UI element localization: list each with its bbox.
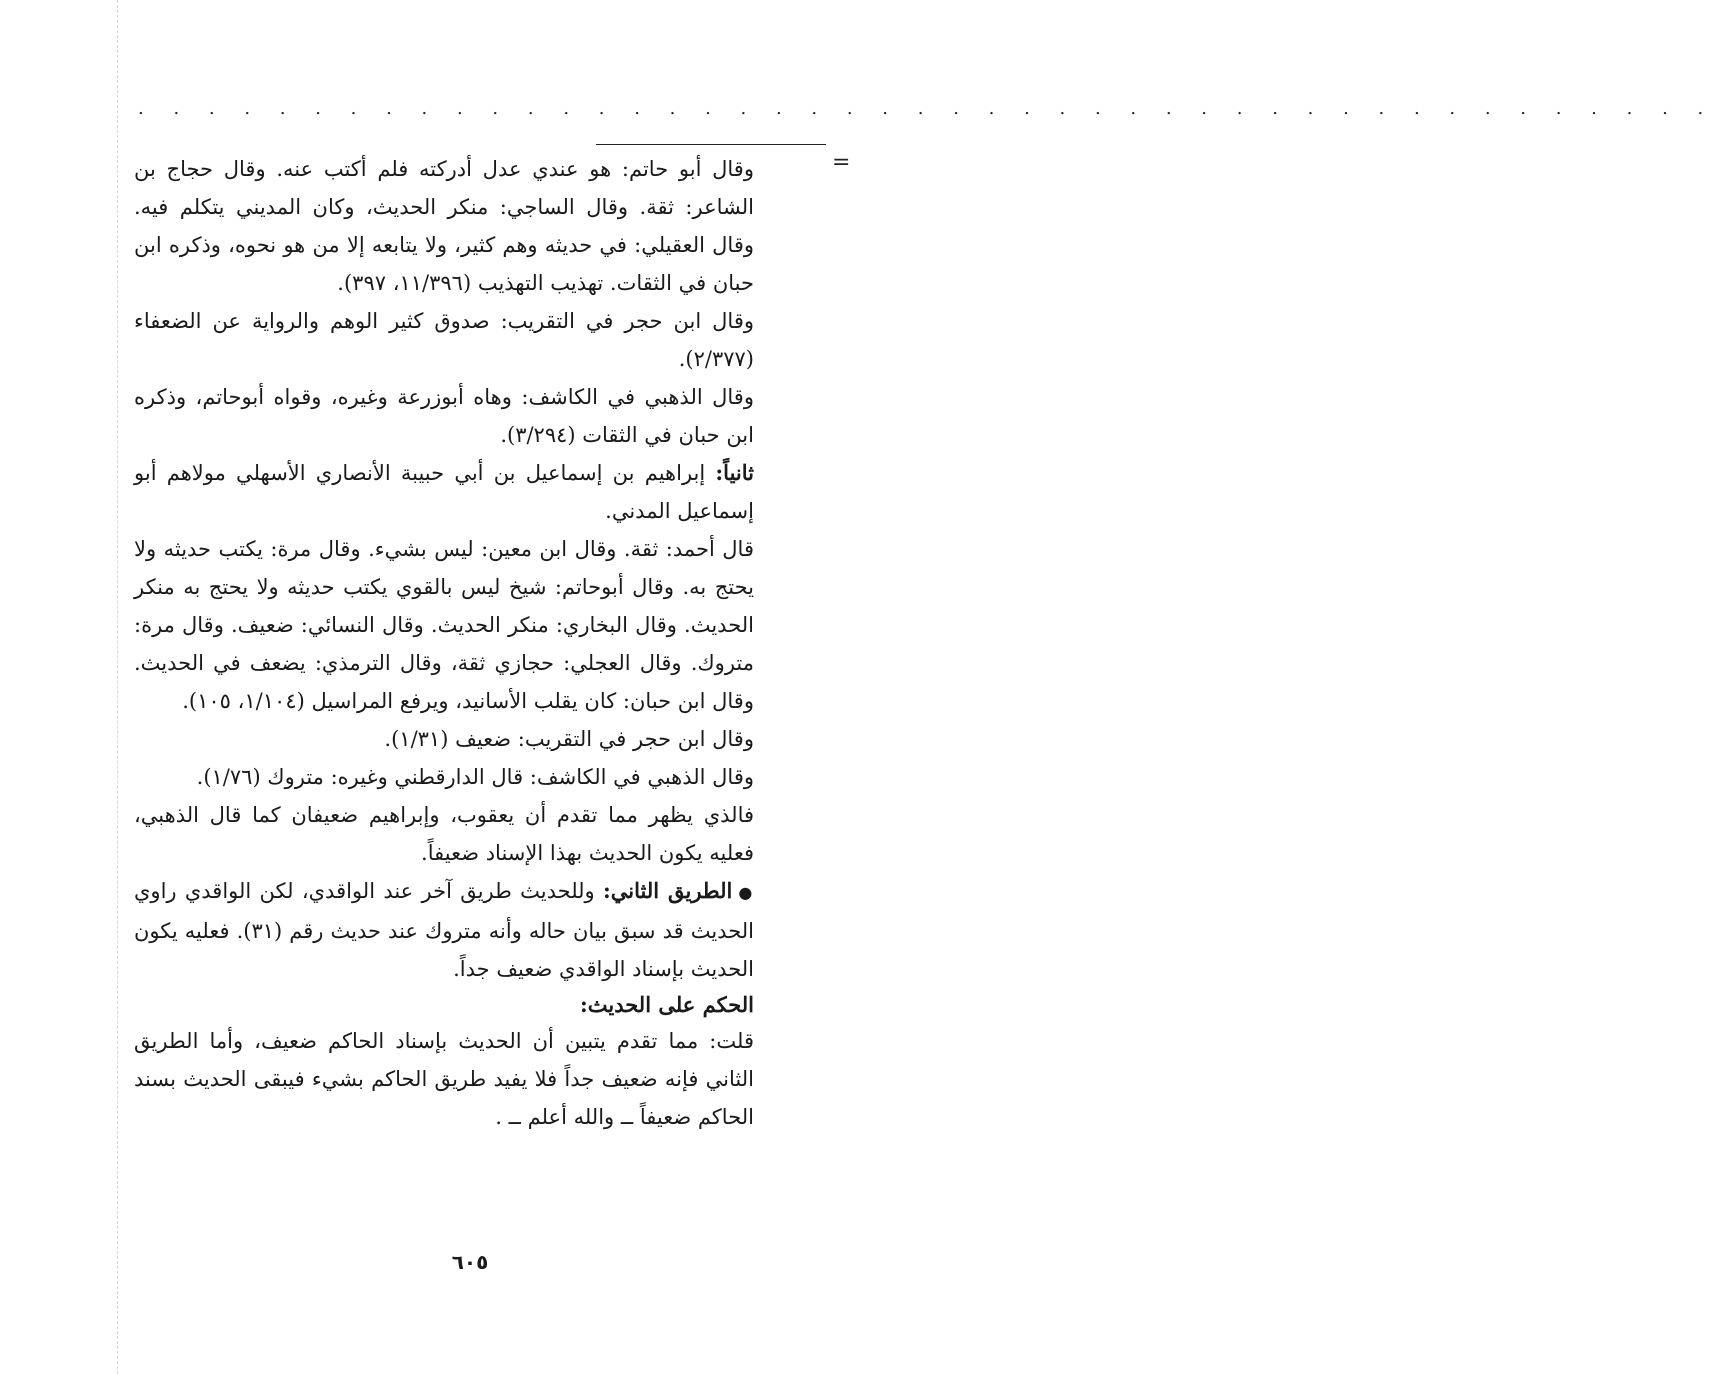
- paragraph-ahmad-statements: [134, 530, 754, 720]
- dotted-separator: . . . . . . . . . . . . . . . . . . . . . . . . . . . . . . . . . . . . . . . . . . . . .: [138, 98, 1715, 119]
- paragraph-summary: [134, 796, 754, 872]
- paragraph-text: وقال الذهبي في الكاشف: قال الدارقطني وغيره: متروك (١/٧٦).: [196, 765, 754, 789]
- paragraph-second-narrator: [134, 454, 754, 530]
- paragraph-text: قلت: مما تقدم يتبين أن الحديث بإسناد الحاكم ضعيف، وأما الطريق الثاني فإنه ضعيف جداً فلا يفيد طريق الحاكم بشيء فيبقى الحديث بسند الحاكم ضعيفاً ــ والله أعلم ــ .: [134, 1029, 754, 1129]
- paragraph-text: وقال الذهبي في الكاشف: وهاه أبوزرعة وغيره، وقواه أبوحاتم، وذكره ابن حبان في الثقات (٣/٢٩٤).: [134, 385, 754, 447]
- paragraph-ibn-hajar-taqrib: [134, 302, 754, 378]
- paragraph-dhahabi-matruk: [134, 758, 754, 796]
- bullet-icon: ●: [738, 883, 754, 902]
- paragraph-text: إبراهيم بن إسماعيل بن أبي حبيبة الأنصاري الأسهلي مولاهم أبو إسماعيل المدني.: [134, 461, 754, 523]
- page-gutter-line: [117, 0, 118, 1374]
- paragraph-lead: الطريق الثاني:: [602, 878, 733, 903]
- paragraph-lead: ثانياً:: [715, 460, 754, 485]
- paragraph-text: وقال ابن حجر في التقريب: ضعيف (١/٣١).: [384, 727, 754, 751]
- paragraph-text: وقال أبو حاتم: هو عندي عدل أدركته فلم أكتب عنه. وقال حجاج بن الشاعر: ثقة. وقال الساجي: منكر الحديث، وكان المديني يتكلم فيه. وقال العقيلي: في حديثه وهم كثير، ولا يتابعه إلا من هو نحوه، وذكره ابن حبان في الثقات. تهذيب التهذيب (١١/٣٩٦، ٣٩٧).: [134, 157, 754, 295]
- continuation-marker: =: [832, 150, 851, 175]
- paragraph-conclusion: [134, 1022, 754, 1136]
- footnote-rule: [596, 144, 826, 145]
- paragraph-dhahabi-kashif: [134, 378, 754, 454]
- paragraph-text: وقال ابن حجر في التقريب: صدوق كثير الوهم والرواية عن الضعفاء (٢/٣٧٧).: [134, 309, 754, 371]
- paragraph-ibn-hajar-daif: [134, 720, 754, 758]
- paragraph-second-route: [134, 872, 754, 988]
- paragraph-abu-hatim: [134, 150, 754, 302]
- ruling-heading: الحكم على الحديث:: [580, 992, 754, 1017]
- page-number: ٦٠٥: [451, 1250, 489, 1274]
- paragraph-text: وللحديث طريق آخر عند الواقدي، لكن الواقدي راوي الحديث قد سبق بيان حاله وأنه متروك عند حديث رقم (٣١). فعليه يكون الحديث بإسناد الواقدي ضعيف جداً.: [134, 879, 754, 981]
- paragraph-text: قال أحمد: ثقة. وقال ابن معين: ليس بشيء. وقال مرة: يكتب حديثه ولا يحتج به. وقال أبوحاتم: شيخ ليس بالقوي يكتب حديثه ولا يحتج به منكر الحديث. وقال البخاري: منكر الحديث. وقال النسائي: ضعيف. وقال مرة: متروك. وقال العجلي: حجازي ثقة، وقال الترمذي: يضعف في الحديث. وقال ابن حبان: كان يقلب الأسانيد، ويرفع المراسيل (١/١٠٤، ١٠٥).: [134, 537, 754, 713]
- footnote-text: [134, 150, 754, 1136]
- paragraph-text: فالذي يظهر مما تقدم أن يعقوب، وإبراهيم ضعيفان كما قال الذهبي، فعليه يكون الحديث بهذا الإسناد ضعيفاً.: [134, 803, 754, 865]
